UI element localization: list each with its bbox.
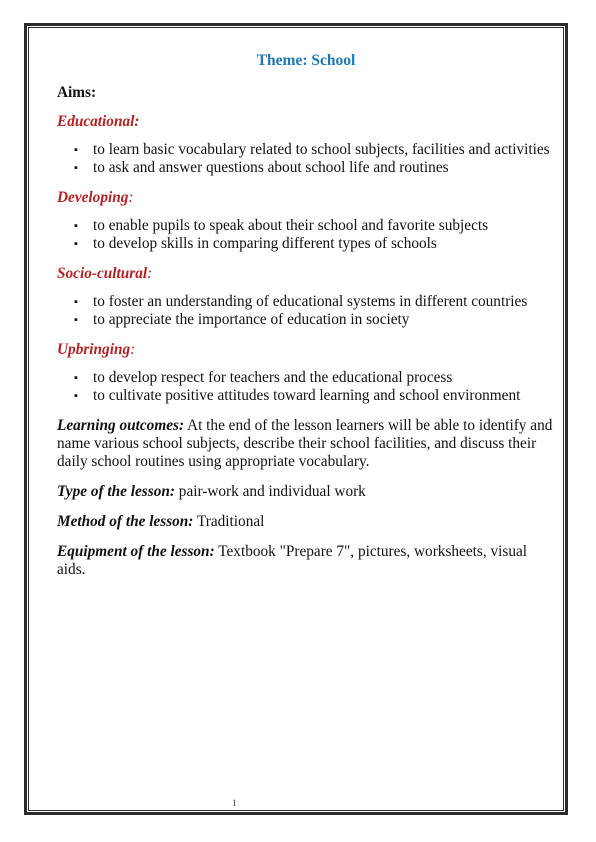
list-item bbox=[57, 369, 555, 387]
type-of-lesson-text: pair-work and individual work bbox=[178, 483, 366, 500]
list-socio-cultural bbox=[57, 293, 555, 329]
list-upbringing bbox=[57, 369, 555, 405]
list-item-text: to cultivate positive attitudes toward learning and school environment bbox=[93, 387, 521, 404]
section-colon: : bbox=[147, 265, 153, 282]
list-item-text: to develop respect for teachers and the educational process bbox=[93, 369, 453, 386]
learning-outcomes-label: Learning outcomes: bbox=[57, 417, 185, 434]
list-developing bbox=[57, 217, 555, 253]
aims-heading: Aims: bbox=[57, 84, 97, 101]
equipment-of-lesson-label: Equipment of the lesson: bbox=[57, 543, 215, 560]
section-title-text: Upbringing bbox=[57, 341, 131, 358]
bullet-icon: ▪ bbox=[74, 162, 78, 174]
list-item-text: to ask and answer questions about school life and routines bbox=[93, 159, 449, 176]
method-of-lesson bbox=[57, 513, 555, 531]
list-item-text: to learn basic vocabulary related to school subjects, facilities and activities bbox=[93, 141, 550, 158]
list-item-text: to foster an understanding of educational systems in different countries bbox=[93, 293, 528, 310]
bullet-icon: ▪ bbox=[74, 314, 78, 326]
section-title-text: Developing bbox=[57, 189, 129, 206]
list-item bbox=[57, 311, 555, 329]
section-title-developing bbox=[57, 189, 555, 207]
list-item bbox=[57, 235, 555, 253]
section-title-upbringing bbox=[57, 341, 555, 359]
list-item-text: to develop skills in comparing different types of schools bbox=[93, 235, 437, 252]
learning-outcomes bbox=[57, 417, 555, 471]
list-item-text: to enable pupils to speak about their school and favorite subjects bbox=[93, 217, 489, 234]
page-number: 1 bbox=[232, 798, 237, 808]
bullet-icon: ▪ bbox=[74, 390, 78, 402]
section-title-educational bbox=[57, 113, 555, 131]
list-item bbox=[57, 293, 555, 311]
section-colon: : bbox=[128, 189, 134, 206]
type-of-lesson-label: Type of the lesson: bbox=[57, 483, 175, 500]
equipment-of-lesson-text: Textbook "Prepare 7", pictures, worksheets, visual aids. bbox=[57, 543, 528, 578]
type-of-lesson bbox=[57, 483, 555, 501]
bullet-icon: ▪ bbox=[74, 220, 78, 232]
theme-heading: Theme: School bbox=[256, 52, 356, 69]
bullet-icon: ▪ bbox=[74, 238, 78, 250]
list-item-text: to appreciate the importance of education in society bbox=[93, 311, 410, 328]
list-item bbox=[57, 159, 555, 177]
section-colon: : bbox=[130, 341, 136, 358]
bullet-icon: ▪ bbox=[74, 144, 78, 156]
section-title-text: Educational: bbox=[57, 113, 140, 130]
lesson-plan-content bbox=[57, 52, 555, 591]
list-item bbox=[57, 217, 555, 235]
list-item bbox=[57, 141, 555, 159]
bullet-icon: ▪ bbox=[74, 372, 78, 384]
method-of-lesson-text: Traditional bbox=[196, 513, 265, 530]
list-educational bbox=[57, 141, 555, 177]
method-of-lesson-label: Method of the lesson: bbox=[57, 513, 194, 530]
list-item bbox=[57, 387, 555, 405]
learning-outcomes-text: At the end of the lesson learners will be able to identify and name various school subjects, describe their school facilities, and discuss their daily school routines using appropriate vocabulary. bbox=[57, 417, 553, 470]
section-title-text: Socio-cultural bbox=[57, 265, 148, 282]
equipment-of-lesson bbox=[57, 543, 555, 579]
bullet-icon: ▪ bbox=[74, 296, 78, 308]
section-title-socio-cultural bbox=[57, 265, 555, 283]
